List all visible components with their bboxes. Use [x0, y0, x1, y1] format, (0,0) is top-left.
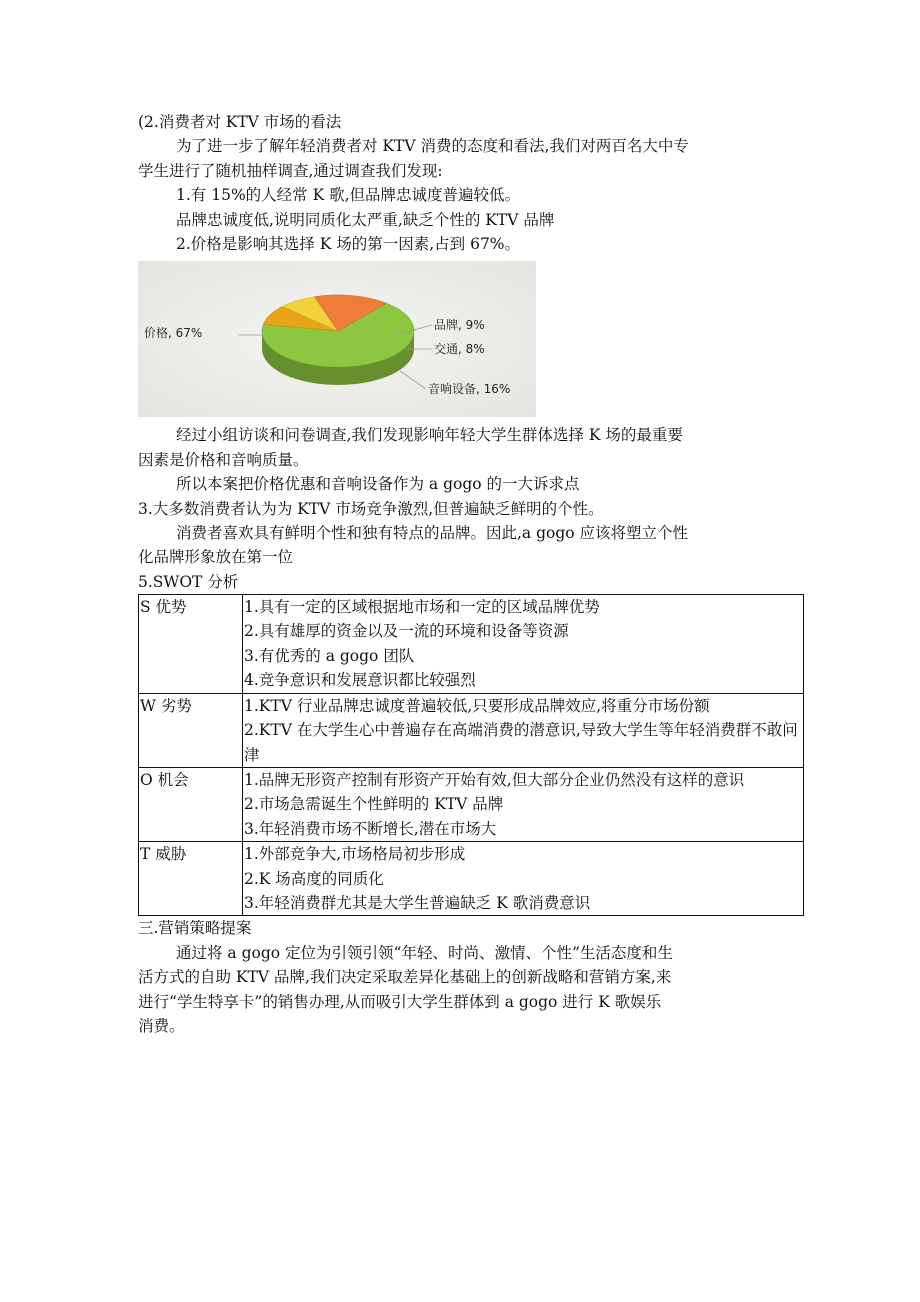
- swot-key: O 机会: [139, 767, 243, 841]
- pie-chart-figure: [138, 261, 536, 417]
- swot-item: 1.KTV 行业品牌忠诚度普遍较低,只要形成品牌效应,将重分市场份额: [244, 696, 710, 715]
- swot-item: 2.K 场高度的同质化: [244, 869, 384, 888]
- paragraph-line: 活方式的自助 KTV 品牌,我们决定采取差异化基础上的创新战略和营销方案,来: [138, 968, 672, 987]
- pie-label-2: 交通, 8%: [434, 342, 485, 357]
- swot-item: 1.具有一定的区域根据地市场和一定的区域品牌优势: [244, 598, 600, 617]
- paragraph-line: 因素是价格和音响质量。: [138, 450, 309, 469]
- finding-1-note: 品牌忠诚度低,说明同质化太严重,缺乏个性的 KTV 品牌: [176, 210, 555, 229]
- swot-table: [138, 594, 804, 916]
- document-body: [138, 110, 804, 1038]
- swot-item: 1.品牌无形资产控制有形资产开始有效,但大部分企业仍然没有这样的意识: [244, 770, 745, 789]
- swot-row-strengths: [139, 595, 804, 694]
- swot-items: [243, 693, 804, 767]
- paragraph-line: 消费。: [138, 1016, 185, 1035]
- finding-3: 3.大多数消费者认为为 KTV 市场竞争激烈,但普遍缺乏鲜明的个性。: [138, 499, 604, 518]
- swot-item: 2.市场急需诞生个性鲜明的 KTV 品牌: [244, 795, 504, 814]
- paragraph-line: 进行“学生特享卡”的销售办理,从而吸引大学生群体到 a gogo 进行 K 歌娱乐: [138, 992, 662, 1011]
- pie-chart: [138, 261, 536, 417]
- pie-label-0: 价格, 67%: [144, 326, 203, 341]
- paragraph-line: 为了进一步了解年轻消费者对 KTV 消费的态度和看法,我们对两百名大中专: [176, 137, 689, 156]
- swot-item: 3.有优秀的 a gogo 团队: [244, 646, 415, 665]
- swot-key: T 威胁: [139, 842, 243, 916]
- paragraph-line: 化品牌形象放在第一位: [138, 548, 294, 567]
- finding-2: 2.价格是影响其选择 K 场的第一因素,占到 67%。: [176, 234, 521, 253]
- swot-item: 3.年轻消费群尤其是大学生普遍缺乏 K 歌消费意识: [244, 893, 591, 912]
- swot-row-threats: [139, 842, 804, 916]
- swot-key: W 劣势: [139, 693, 243, 767]
- swot-item: 3.年轻消费市场不断增长,潜在市场大: [244, 819, 497, 838]
- swot-key: S 优势: [139, 595, 243, 694]
- pie-label-1: 品牌, 9%: [434, 318, 485, 333]
- paragraph-line: 消费者喜欢具有鲜明个性和独有特点的品牌。因此,a gogo 应该将塑立个性: [176, 523, 689, 542]
- swot-items: [243, 767, 804, 841]
- swot-item: 2.KTV 在大学生心中普遍存在高端消费的潜意识,导致大学生等年轻消费群不敢问津: [244, 721, 798, 764]
- paragraph-line: 所以本案把价格优惠和音响设备作为 a gogo 的一大诉求点: [176, 475, 580, 494]
- swot-heading: 5.SWOT 分析: [138, 572, 239, 591]
- section-heading: (2.消费者对 KTV 市场的看法: [138, 113, 342, 131]
- paragraph-line: 通过将 a gogo 定位为引领引领“年轻、时尚、激情、个性”生活态度和生: [176, 943, 673, 962]
- section-3-heading: 三.营销策略提案: [138, 919, 252, 938]
- swot-items: [243, 595, 804, 694]
- paragraph-line: 经过小组访谈和问卷调查,我们发现影响年轻大学生群体选择 K 场的最重要: [176, 426, 683, 445]
- finding-1: 1.有 15%的人经常 K 歌,但品牌忠诚度普遍较低。: [176, 186, 521, 205]
- swot-row-weaknesses: [139, 693, 804, 767]
- swot-item: 1.外部竞争大,市场格局初步形成: [244, 845, 466, 864]
- swot-item: 2.具有雄厚的资金以及一流的环境和设备等资源: [244, 622, 569, 641]
- swot-items: [243, 842, 804, 916]
- swot-item: 4.竞争意识和发展意识都比较强烈: [244, 671, 476, 690]
- paragraph-line: 学生进行了随机抽样调查,通过调查我们发现:: [138, 161, 443, 180]
- swot-row-opportunities: [139, 767, 804, 841]
- pie-label-3: 音响设备, 16%: [428, 382, 511, 397]
